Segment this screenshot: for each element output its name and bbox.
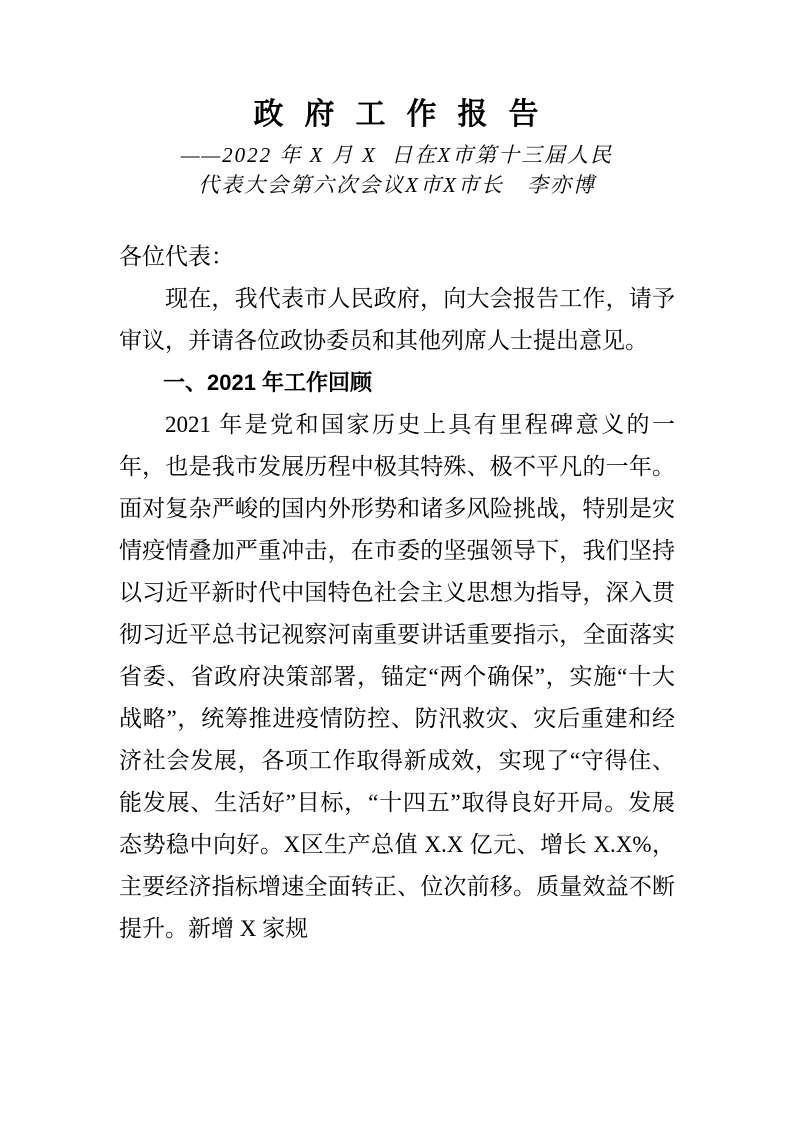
intro-paragraph: 现在，我代表市人民政府，向大会报告工作，请予审议，并请各位政协委员和其他列席人士提出意见。	[119, 286, 675, 353]
salutation: 各位代表：	[119, 244, 234, 269]
document-body	[119, 236, 675, 950]
document-subtitle-line-1: ——2022 年 X 月 X 日在X市第十三届人民	[180, 143, 614, 167]
document-title: 政 府 工 作 报 告	[253, 98, 541, 131]
document-subtitle-line-2: 代表大会第六次会议X市X市长 李亦博	[198, 173, 596, 197]
section-heading-2021-work-review: 一、2021 年工作回顾	[163, 370, 373, 395]
body-paragraph: 2021 年是党和国家历史上具有里程碑意义的一年，也是我市发展历程中极其特殊、极不平凡的一年。面对复杂严峻的国内外形势和诸多风险挑战，特别是灾情疫情叠加严重冲击，在市委的坚强领导下，我们坚持以习近平新时代中国特色社会主义思想为指导，深入贯彻习近平总书记视察河南重要讲话重要指示，全面落实省委、省政府决策部署，锚定“两个确保”，实施“十大战略”，统筹推进疫情防控、防汛救灾、灾后重建和经济社会发展，各项工作取得新成效，实现了“守得住、能发展、生活好”目标，“十四五”取得良好开局。发展态势稳中向好。X区生产总值 X.X 亿元、增长 X.X%，主要经济指标增速全面转正、位次前移。质量效益不断提升。新增 X 家规	[119, 412, 675, 941]
